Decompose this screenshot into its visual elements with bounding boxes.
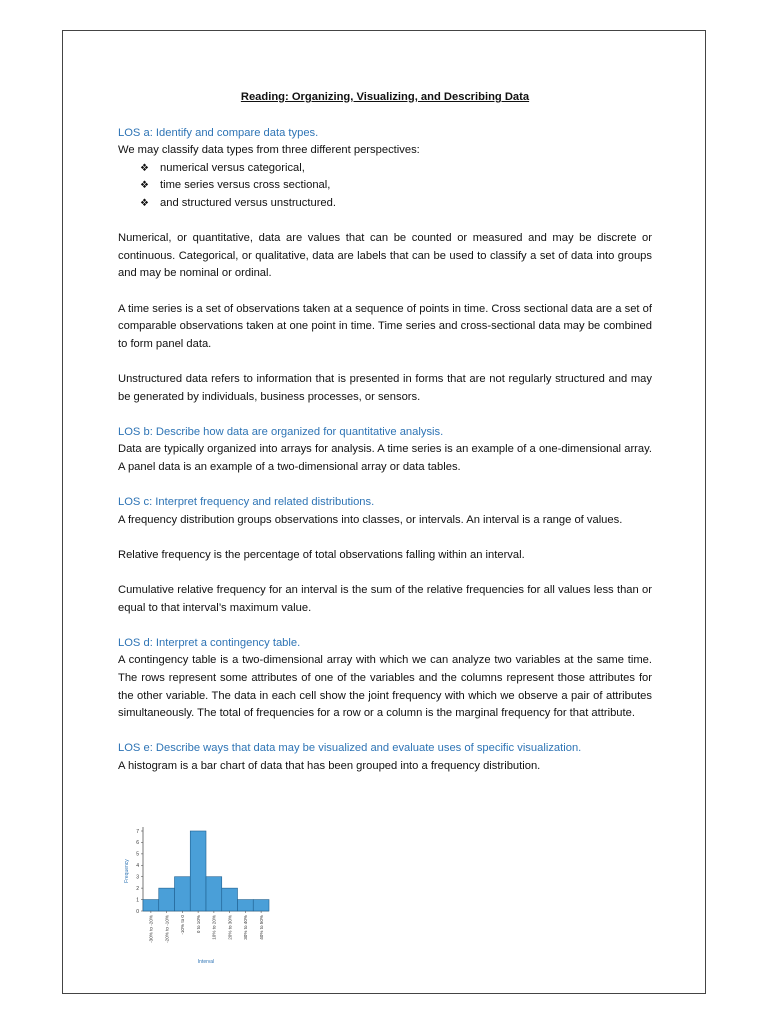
list-item: ❖ and structured versus unstructured. <box>140 195 652 213</box>
cumulative-frequency-paragraph: Cumulative relative frequency for an interval is the sum of the relative frequencies for all values less than or equal to that interval’s maximum value. <box>118 584 652 614</box>
x-tick-label: 30% to 40% <box>243 915 249 940</box>
los-a-intro: We may classify data types from three different perspectives: <box>118 144 420 157</box>
y-tick-label: 7 <box>136 828 139 835</box>
x-tick-label: 0 to 10% <box>195 915 201 934</box>
x-tick-label: 40% to 50% <box>258 915 264 940</box>
y-tick-label: 2 <box>136 885 139 892</box>
list-item: ❖ time series versus cross sectional, <box>140 177 652 195</box>
los-c-heading: LOS c: Interpret frequency and related distributions. <box>118 496 375 509</box>
y-tick-label: 4 <box>136 863 139 870</box>
los-e-heading: LOS e: Describe ways that data may be visualized and evaluate uses of specific visualization. <box>118 742 582 755</box>
relative-frequency-paragraph: Relative frequency is the percentage of total observations falling within an interval. <box>118 548 525 561</box>
x-axis-title: Interval <box>197 959 215 965</box>
y-tick-label: 3 <box>136 874 139 881</box>
frequency-paragraph: A frequency distribution groups observations into classes, or intervals. An interval is a range of values. <box>118 513 623 526</box>
diamond-bullet-icon: ❖ <box>140 180 149 192</box>
x-tick-label: 10% to 20% <box>211 915 217 940</box>
los-d-heading: LOS d: Interpret a contingency table. <box>118 636 301 649</box>
histogram-bar <box>143 900 159 911</box>
time-series-paragraph: A time series is a set of observations taken at a sequence of points in time. Cross sectional data are a set of comparable observations taken at one point in time. Time series and cross-sectional data may be combined to form panel data. <box>118 302 652 350</box>
document-page <box>62 30 706 994</box>
histogram-paragraph: A histogram is a bar chart of data that has been grouped into a frequency distribution. <box>118 759 541 772</box>
arrays-paragraph: Data are typically organized into arrays for analysis. A time series is an example of a one-dimensional array. A panel data is an example of a two-dimensional array or data tables. <box>118 443 652 473</box>
los-a-heading: LOS a: Identify and compare data types. <box>118 126 319 139</box>
histogram-bar <box>159 888 175 911</box>
diamond-bullet-icon: ❖ <box>140 162 149 174</box>
y-tick-label: 1 <box>136 897 139 904</box>
y-axis-title: Frequency <box>124 859 130 883</box>
histogram-bar <box>206 877 222 911</box>
los-b-heading: LOS b: Describe how data are organized for quantitative analysis. <box>118 425 444 438</box>
document-title: Reading: Organizing, Visualizing, and Describing Data <box>240 91 530 103</box>
data-type-list <box>118 160 652 213</box>
x-tick-label: -10% to 0 <box>180 915 186 935</box>
histogram-bar <box>190 831 206 911</box>
contingency-paragraph: A contingency table is a two-dimensional array with which we can analyze two variables at the same time. The rows represent some attributes of one of the variables and the columns represent those attributes for the other variable. The data in each cell show the joint frequency with which we observe a pair of attributes simultaneously. The total of frequencies for a row or a column is the marginal frequency for that attribute. <box>118 654 652 720</box>
histogram-chart <box>118 796 278 971</box>
histogram-bar <box>253 900 269 911</box>
histogram-svg <box>118 796 278 966</box>
x-tick-label: -20% to -10% <box>164 915 170 943</box>
x-tick-label: -30% to -20% <box>148 915 154 943</box>
list-item: ❖ numerical versus categorical, <box>140 160 652 178</box>
diamond-bullet-icon: ❖ <box>140 197 149 209</box>
histogram-bar <box>175 877 191 911</box>
y-tick-label: 5 <box>136 851 139 858</box>
x-tick-label: 20% to 30% <box>227 915 233 940</box>
numerical-paragraph: Numerical, or quantitative, data are values that can be counted or measured and may be discrete or continuous. Categorical, or qualitative, data are labels that can be used to classify a set of data into groups and may be nominal or ordinal. <box>118 232 652 280</box>
document-body <box>118 89 652 776</box>
histogram-bar <box>222 888 238 911</box>
unstructured-paragraph: Unstructured data refers to information that is presented in forms that are not regularly structured and may be generated by individuals, business processes, or sensors. <box>118 372 652 403</box>
y-tick-label: 0 <box>136 908 139 915</box>
y-tick-label: 6 <box>136 840 139 847</box>
histogram-bar <box>238 900 254 911</box>
